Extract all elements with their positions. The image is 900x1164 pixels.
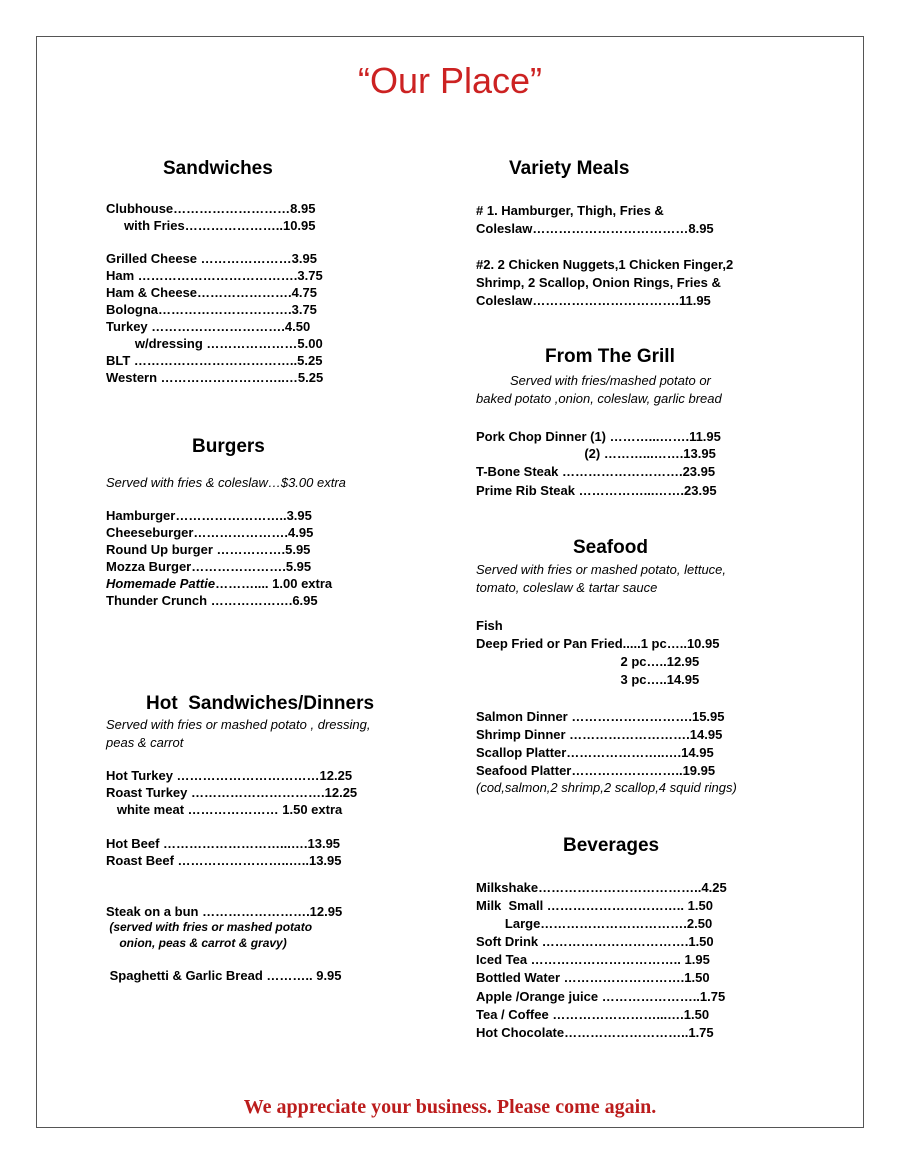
menu-item: Bottled Water ……………………….1.50 xyxy=(476,970,710,985)
menu-item: Soft Drink …………………………….1.50 xyxy=(476,934,714,949)
menu-item: Turkey ………………………….4.50 xyxy=(106,319,311,334)
seafood-heading: Seafood xyxy=(573,537,648,558)
pattie-label: Homemade Pattie xyxy=(106,576,216,591)
menu-item: w/dressing …………………5.00 xyxy=(106,336,323,351)
menu-item: Steak on a bun …………………….12.95 xyxy=(106,904,343,919)
menu-item-homemade-pattie xyxy=(106,575,332,592)
menu-item: Milk Small ………………………….. 1.50 xyxy=(476,898,713,913)
menu-item: Fish xyxy=(476,618,503,633)
menu-item: 2 pc…..12.95 xyxy=(476,654,700,669)
menu-item: Salmon Dinner ……………………….15.95 xyxy=(476,709,725,724)
menu-item: Western ………………………..…5.25 xyxy=(106,370,324,385)
menu-item: Deep Fried or Pan Fried.....1 pc…..10.95 xyxy=(476,636,720,651)
menu-item: Large…………………………….2.50 xyxy=(476,916,713,931)
menu-item: BLT ………………………………..5.25 xyxy=(106,353,323,368)
seafood-note: Served with fries or mashed potato, lettuce, tomato, coleslaw & tartar sauce xyxy=(476,562,727,595)
hot-sandwiches-note: Served with fries or mashed potato , dressing, peas & carrot xyxy=(106,717,371,750)
burgers-heading: Burgers xyxy=(192,436,265,457)
menu-item: Hot Chocolate………………………..1.75 xyxy=(476,1025,714,1040)
menu-item: 3 pc…..14.95 xyxy=(476,672,700,687)
menu-item: white meat ………………… 1.50 extra xyxy=(106,802,343,817)
burgers-note: Served with fries & coleslaw…$3.00 extra xyxy=(106,475,346,490)
menu-item: Ham ……………………………….3.75 xyxy=(106,268,323,283)
menu-item: Milkshake………………………………..4.25 xyxy=(476,880,727,895)
sandwiches-heading: Sandwiches xyxy=(163,158,273,179)
menu-item: Coleslaw…………………………….11.95 xyxy=(476,293,711,308)
menu-item: Clubhouse………………………8.95 xyxy=(106,201,316,216)
menu-item: Roast Beef ……………………..…..13.95 xyxy=(106,853,342,868)
hot-sandwiches-heading: Hot Sandwiches/Dinners xyxy=(146,693,375,714)
menu-item: Shrimp, 2 Scallop, Onion Rings, Fries & xyxy=(476,275,721,290)
steak-note: (served with fries or mashed potato onion, peas & carrot & gravy) xyxy=(109,920,313,950)
menu-item: Pork Chop Dinner (1) ………...…….11.95 xyxy=(476,429,721,444)
menu-item: Seafood Platter……………………..19.95 xyxy=(476,763,716,778)
menu-item: Roast Turkey ………………………….12.25 xyxy=(106,785,358,800)
menu-item: # 1. Hamburger, Thigh, Fries & xyxy=(476,203,664,218)
menu-title: “Our Place” xyxy=(357,60,543,101)
menu-item: Ham & Cheese………………….4.75 xyxy=(106,285,317,300)
menu-item: Round Up burger …………….5.95 xyxy=(106,542,311,557)
grill-note: baked potato ,onion, coleslaw, garlic bread xyxy=(476,391,722,406)
grill-note: Served with fries/mashed potato or xyxy=(510,373,711,388)
menu-item: with Fries…………………..10.95 xyxy=(106,218,316,233)
menu-item: Coleslaw………………………………8.95 xyxy=(476,221,714,236)
menu-item: Shrimp Dinner ……………………….14.95 xyxy=(476,727,723,742)
pattie-price: ……….... 1.00 extra xyxy=(215,576,333,591)
footer-message: We appreciate your business. Please come again. xyxy=(243,1096,657,1118)
menu-item: Scallop Platter…………………..….14.95 xyxy=(476,745,714,760)
menu-item: Iced Tea …………………………….. 1.95 xyxy=(476,952,710,967)
variety-meals-heading: Variety Meals xyxy=(509,158,630,179)
seafood-platter-note: (cod,salmon,2 shrimp,2 scallop,4 squid rings) xyxy=(476,780,737,795)
menu-item: Cheeseburger………………….4.95 xyxy=(106,525,314,540)
menu-item: Bologna………………………….3.75 xyxy=(106,302,317,317)
menu-item: T-Bone Steak ……………………….23.95 xyxy=(476,464,716,479)
menu-item: Mozza Burger………………….5.95 xyxy=(106,559,312,574)
menu-item: Hamburger……………………..3.95 xyxy=(106,508,312,523)
menu-item: Tea / Coffee ……………………...….1.50 xyxy=(476,1007,710,1022)
menu-item: Prime Rib Steak ……………...…….23.95 xyxy=(476,483,717,498)
menu-item: Grilled Cheese …………………3.95 xyxy=(106,251,317,266)
menu-item: Spaghetti & Garlic Bread ……….. 9.95 xyxy=(106,968,342,983)
menu-item: Hot Turkey ……………………………12.25 xyxy=(106,768,353,783)
grill-heading: From The Grill xyxy=(545,346,675,367)
menu-item: Hot Beef ………………………...….13.95 xyxy=(106,836,341,851)
menu-item: Apple /Orange juice …………………..1.75 xyxy=(476,989,726,1004)
menu-item: #2. 2 Chicken Nuggets,1 Chicken Finger,2 xyxy=(476,257,734,272)
beverages-heading: Beverages xyxy=(563,835,660,856)
menu-item: (2) ………...…….13.95 xyxy=(476,446,716,461)
menu-item: Thunder Crunch ……………….6.95 xyxy=(106,593,318,608)
